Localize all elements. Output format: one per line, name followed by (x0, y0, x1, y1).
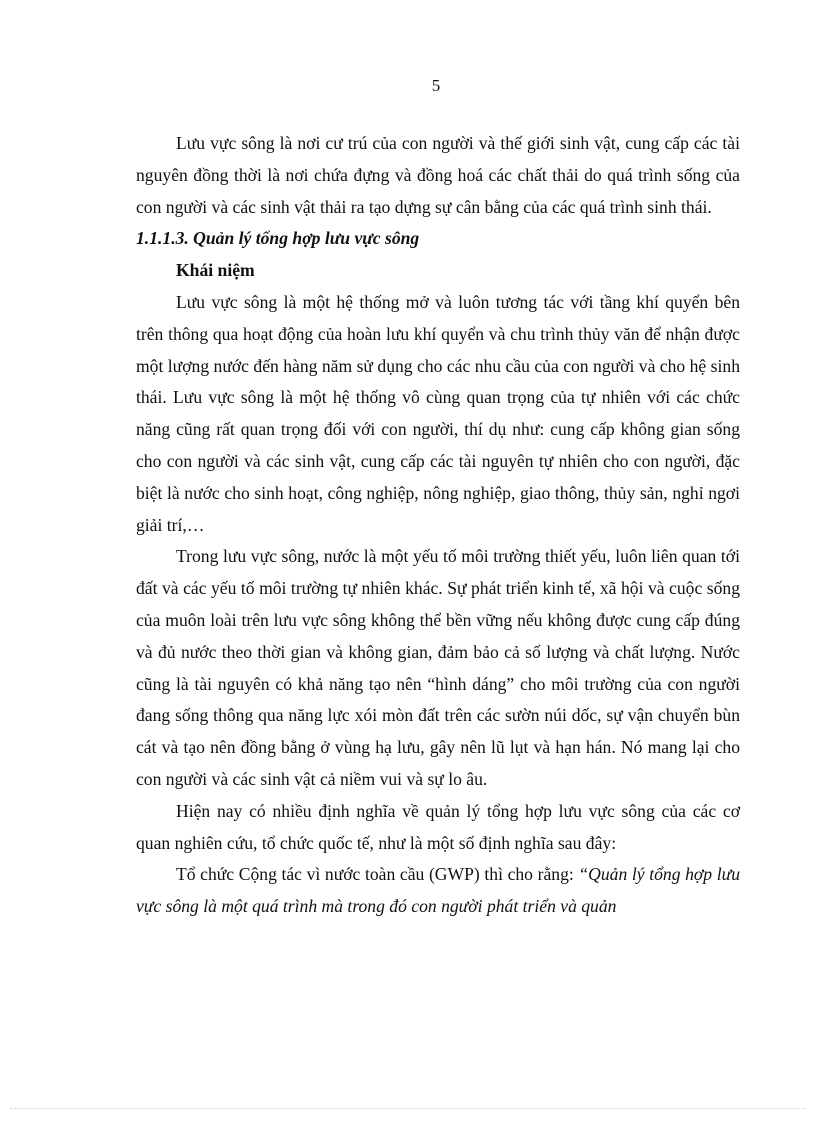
document-body (136, 128, 740, 923)
page-bottom-border (10, 1108, 806, 1109)
gwp-intro-text: Tổ chức Cộng tác vì nước toàn cầu (GWP) thì cho rằng: (176, 864, 579, 885)
gwp-quote-text: “Quản lý tổng hợp lưu vực sông là một quá trình mà trong đó con người phát triển và quản (136, 864, 741, 917)
paragraph-open-system: Lưu vực sông là một hệ thống mở và luôn tương tác với tầng khí quyển bên trên thông qua hoạt động của hoàn lưu khí quyển và chu trình thủy văn để nhận được một lượng nước đến hàng năm sử dụng cho các nhu cầu của con người và cho hệ sinh thái. Lưu vực sông là một hệ thống vô cùng quan trọng của tự nhiên với các chức năng cũng rất quan trọng đối với con người, thí dụ như: cung cấp không gian sống cho con người và các sinh vật, cung cấp các tài nguyên tự nhiên cho con người, đặc biệt là nước cho sinh hoạt, công nghiệp, nông nghiệp, giao thông, thủy sản, nghỉ ngơi giải trí,… (136, 291, 740, 535)
paragraph-water-role: Trong lưu vực sông, nước là một yếu tố môi trường thiết yếu, luôn liên quan tới đất và các yếu tố môi trường tự nhiên khác. Sự phát triển kinh tế, xã hội và cuộc sống của muôn loài trên lưu vực sông không thể bền vững nếu không được cung cấp đúng và đủ nước theo thời gian và không gian, đảm bảo cả số lượng và chất lượng. Nước cũng là tài nguyên có khả năng tạo nên “hình dáng” cho môi trường của con người đang sống thông qua năng lực xói mòn đất trên các sườn núi dốc, sự vận chuyển bùn cát và tạo nên đồng bằng ở vùng hạ lưu, gây nên lũ lụt và hạn hán. Nó mang lại cho con người và các sinh vật cả niềm vui và sự lo âu. (136, 546, 740, 789)
paragraph-river-basin-habitat: Lưu vực sông là nơi cư trú của con người và thế giới sinh vật, cung cấp các tài nguyên đồng thời là nơi chứa đựng và đồng hoá các chất thải do quá trình sống của con người và các sinh vật thải ra tạo dựng sự cân bằng của các quá trình sinh thái. (136, 133, 740, 217)
section-heading: 1.1.1.3. Quản lý tổng hợp lưu vực sông (136, 228, 420, 249)
paragraph-gwp-definition (136, 859, 740, 923)
paragraph-definitions-intro: Hiện nay có nhiều định nghĩa về quản lý tổng hợp lưu vực sông của các cơ quan nghiên cứu, tổ chức quốc tế, như là một số định nghĩa sau đây: (136, 800, 740, 853)
page-number: 5 (431, 76, 441, 95)
subheading-concept: Khái niệm (176, 260, 255, 281)
